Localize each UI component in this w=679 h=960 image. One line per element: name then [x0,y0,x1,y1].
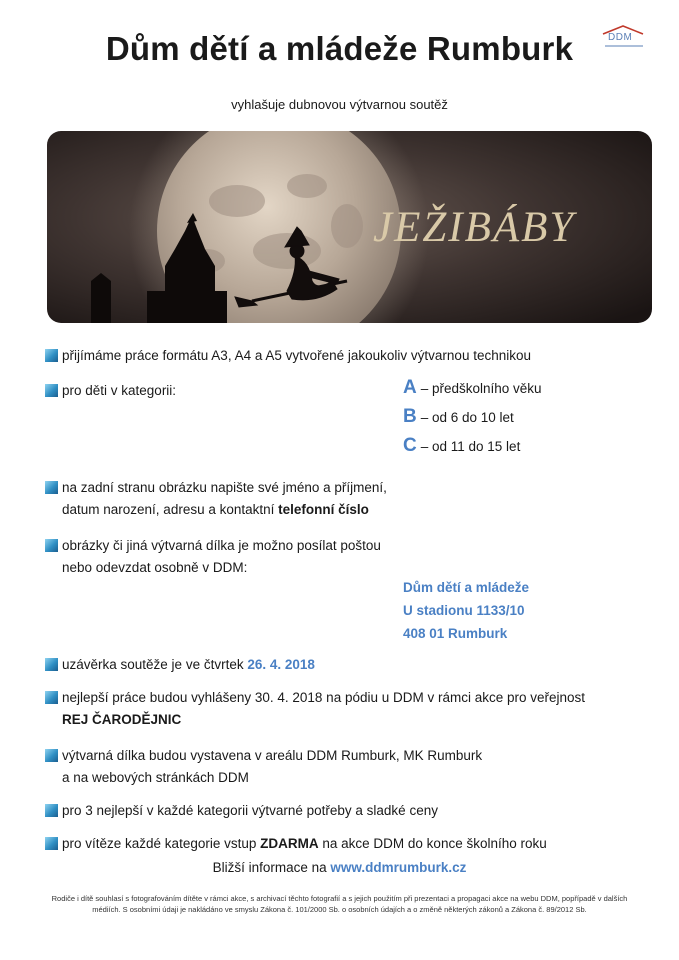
back-side-line2: datum narození, adresu a kontaktní [62,502,275,517]
bullet-icon [45,749,58,762]
exhibit-line1: výtvarná dílka budou vystavena v areálu DDM Rumburk, MK Rumburk [62,748,483,763]
bullet-icon [45,658,58,671]
announce-line1: nejlepší práce budou vyhlášeny 30. 4. 2018 na pódiu u DDM v rámci akce pro veřejnost [62,690,586,705]
prizes-text: pro 3 nejlepší v každé kategorii výtvarné potřeby a sladké ceny [62,803,438,818]
winners-pre: pro vítěze každé kategorie vstup [62,836,257,851]
categories-label: pro děti v kategorii: [62,383,177,398]
bullet-icon [45,539,58,552]
info-text: Bližší informace na [212,860,327,875]
website-link[interactable]: www.ddmrumburk.cz [330,860,467,875]
page-title: Dům dětí a mládeže Rumburk [105,30,574,67]
winners-free: ZDARMA [260,836,319,851]
deadline-text: uzávěrka soutěže je ve čtvrtek [62,657,244,672]
category-text: – předškolního věku [420,381,542,396]
logo-text: DDM [608,32,633,43]
category-c [403,435,520,457]
phone-label: telefonní číslo [278,502,369,517]
bullet-icon [45,691,58,704]
subtitle: vyhlašuje dubnovou výtvarnou soutěž [231,97,448,112]
bullet-icon [45,804,58,817]
deadline-date: 26. 4. 2018 [247,657,315,672]
mail-line2: nebo odevzdat osobně v DDM: [62,560,248,575]
exhibit-line2: a na webových stránkách DDM [62,770,249,785]
ddm-logo [600,24,646,52]
address-line-2: U stadionu 1133/10 [403,603,525,618]
category-letter: A [403,377,417,398]
category-letter: C [403,435,417,456]
address-line-3: 408 01 Rumburk [403,626,508,641]
category-text: – od 6 do 10 let [420,410,514,425]
category-text: – od 11 do 15 let [420,439,521,454]
info-line [0,860,679,875]
footnote: Rodiče i dítě souhlasí s fotografováním dítěte v rámci akce, s archivací těchto fotografií a s jejich použitím při prezentaci a propagaci akce na webu DDM, popřípadě v dalších médiích. S osobními údaji je nakládáno ve smyslu Zákona č. 101/2000 Sb. o osobních údajích a o změně některých zákonů a Zákona č. 89/2012 Sb. [51,894,628,914]
banner-title: JEŽIBÁBY [373,204,576,251]
address-line-1: Dům dětí a mládeže [403,580,530,595]
category-b [403,406,514,428]
mail-line1: obrázky či jiná výtvarná dílka je možno posílat poštou [62,538,381,553]
event-name: REJ ČARODĚJNIC [62,712,182,727]
category-letter: B [403,406,417,427]
banner-image [47,131,652,323]
bullet-icon [45,481,58,494]
bullet-icon [45,349,58,362]
back-side-line1: na zadní stranu obrázku napište své jméno a příjmení, [62,480,387,495]
bullet-icon [45,837,58,850]
winners-post: na akce DDM do konce školního roku [322,836,547,851]
category-a [403,377,542,399]
formats-text: přijímáme práce formátu A3, A4 a A5 vytvořené jakoukoliv výtvarnou technikou [62,348,531,363]
bullet-icon [45,384,58,397]
